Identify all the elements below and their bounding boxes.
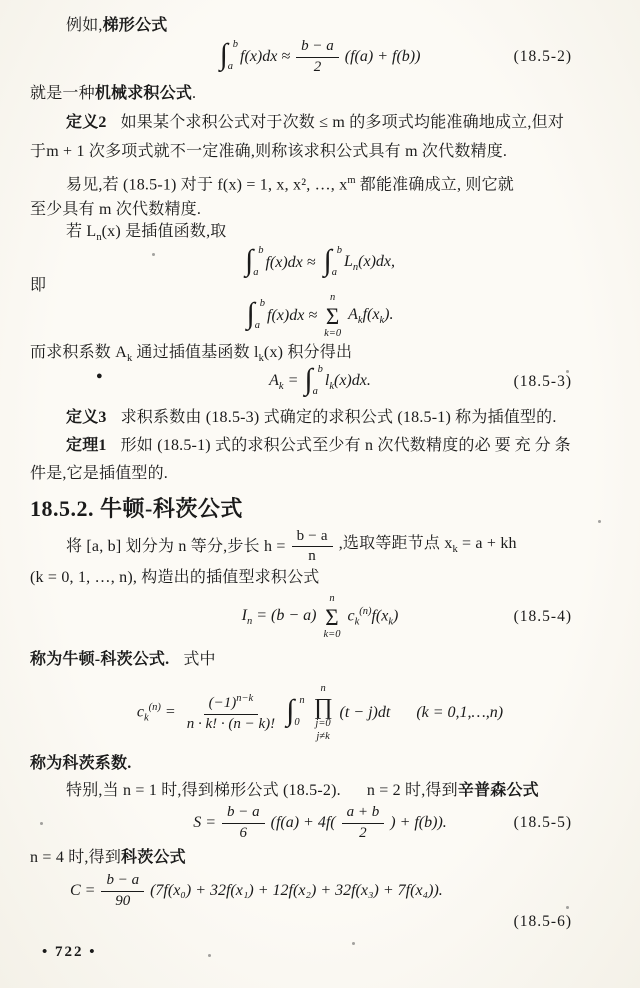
- summation: [323, 593, 340, 641]
- integral-limits: [331, 245, 342, 280]
- math-sub: k: [452, 543, 458, 555]
- math-text: [348, 306, 393, 326]
- integral-sign: ∫: [323, 244, 332, 277]
- math-sup: m: [347, 175, 356, 186]
- text: 而求积系数 A: [30, 344, 127, 361]
- upper-limit: b: [232, 39, 239, 50]
- math-sub: k: [354, 616, 360, 628]
- equation-number: (18.5-2): [513, 48, 572, 65]
- math-mid: f(x: [362, 305, 380, 323]
- section-heading-newton-cotes: [30, 492, 243, 523]
- numerator: [204, 693, 259, 714]
- equation-number: (18.5-5): [513, 814, 572, 831]
- math-base: (−1): [208, 695, 237, 712]
- lower-limit: 0: [294, 716, 300, 728]
- text: (x) 积分得出: [263, 344, 353, 361]
- emphasized-text: 必要充分条: [474, 437, 575, 454]
- equation-cotes-coefficient: [30, 676, 610, 750]
- equation-number-18-5-6: [514, 912, 572, 932]
- math-end: ).: [384, 305, 394, 323]
- equation-18-5-5: [30, 800, 610, 846]
- sum-lower-limit: k=0: [324, 327, 342, 339]
- scan-artifact-dot: [566, 906, 569, 909]
- paragraph-setup-line-2: [30, 568, 319, 588]
- fraction: [296, 38, 339, 76]
- text: 件是,它是插值型的.: [30, 465, 169, 482]
- integral-limits: [253, 245, 264, 280]
- paragraph-mechanical-quadrature: [30, 84, 196, 104]
- equation-18-5-4: [30, 592, 610, 642]
- term-cotes-coefficients: 称为科茨系数.: [30, 755, 132, 772]
- product: [314, 683, 333, 744]
- text: 特别,当 n = 1 时,得到梯形公式 (18.5-2).: [66, 782, 341, 799]
- math-text: (t − j)dt: [339, 704, 391, 721]
- text: 将 [a, b] 划分为 n 等分,步长 h =: [66, 537, 286, 555]
- math-text: (f(a) + 4f(: [270, 814, 336, 831]
- text: n = 4 时,得到: [30, 849, 122, 866]
- equation-quadrature-sum: [30, 292, 610, 340]
- paragraph-setup-line-1: [66, 528, 517, 566]
- numerator: b − a: [101, 872, 144, 891]
- math-mid: f(x: [371, 607, 389, 625]
- sum-upper-limit: n: [329, 592, 335, 604]
- text: 就是一种: [30, 85, 95, 102]
- math-sub: k: [357, 315, 363, 327]
- fraction: [342, 804, 385, 842]
- text: 通过插值基函数 l: [132, 344, 259, 361]
- integral-sign: ∫: [246, 297, 255, 330]
- math-condition: (k = 0,1,…,n): [416, 704, 504, 721]
- math-text: [325, 372, 371, 392]
- equation-18-5-6: [30, 868, 610, 914]
- text: (k = 0, 1, …, n), 构造出的插值型求积公式: [30, 569, 320, 586]
- scan-artifact-dot: [40, 822, 43, 825]
- product-upper-limit: n: [320, 682, 326, 694]
- paragraph-easy-to-see-line-1: [66, 171, 514, 195]
- math-sub: k: [379, 315, 385, 327]
- text: 至少具有 m 次代数精度.: [30, 201, 202, 218]
- theorem-1-line-1: [66, 436, 575, 456]
- integral-limits: [227, 39, 239, 74]
- math-sub: n: [352, 262, 359, 274]
- denominator: 2: [313, 58, 322, 75]
- sigma-symbol: Σ: [325, 303, 340, 329]
- math-end: ): [393, 607, 399, 625]
- math-rest: (x)dx,: [358, 252, 396, 270]
- text: ,选取等距节点 x: [338, 534, 453, 552]
- scan-artifact-bullet: ●: [96, 370, 103, 382]
- page-number: [42, 944, 97, 961]
- math-text: [137, 702, 176, 724]
- numerator: b − a: [292, 528, 333, 547]
- integral-limits: [254, 298, 266, 333]
- equation-number: (18.5-6): [513, 913, 572, 930]
- text: = a + kh: [457, 534, 517, 552]
- numerator: b − a: [222, 804, 265, 823]
- integral-sign: ∫: [219, 38, 228, 71]
- paragraph-easy-to-see-line-2: [30, 200, 201, 220]
- denominator: n: [308, 548, 316, 565]
- text: 易见,若 (18.5-1) 对于 f(x) = 1, x, x², …, x: [66, 176, 348, 194]
- math-sub: k: [258, 353, 264, 365]
- numerator: b − a: [296, 38, 339, 57]
- lower-limit: a: [312, 385, 318, 397]
- text: 于m + 1 次多项式就不一定准确,则称该求积公式具有 m 次代数精度.: [30, 143, 508, 160]
- paragraph-trapezoid-intro: [66, 16, 167, 36]
- math-sub: k: [126, 353, 133, 365]
- sum-lower-limit: k=0: [323, 628, 341, 640]
- math-sup: (n): [148, 702, 161, 714]
- text: [339, 534, 517, 560]
- math-base: c: [347, 607, 355, 625]
- math-sup: (n): [359, 606, 372, 618]
- text: .: [192, 85, 197, 102]
- math-eq: =: [160, 703, 176, 721]
- section-heading-text: 18.5.2. 牛顿-科茨公式: [30, 496, 243, 521]
- math-base: L: [344, 252, 353, 270]
- upper-limit: b: [259, 298, 266, 309]
- text: 即: [30, 277, 47, 294]
- theorem-1-line-2: [30, 464, 168, 484]
- integral-sign: ∫: [286, 694, 295, 727]
- product-lower-limit-2: j≠k: [316, 730, 330, 742]
- math-base: l: [324, 371, 330, 389]
- fraction: [101, 872, 144, 910]
- integral-limits: [294, 695, 305, 730]
- math-text: [242, 607, 317, 627]
- math-base: I: [241, 606, 247, 624]
- lower-limit: a: [331, 266, 337, 278]
- scan-artifact-dot: [566, 370, 569, 373]
- math-sub: n: [96, 232, 102, 244]
- paragraph-called-newton-cotes: [30, 650, 216, 670]
- math-base: A: [348, 305, 358, 323]
- upper-limit: b: [258, 245, 264, 256]
- math-rest: (x)dx.: [333, 371, 371, 389]
- fraction: [222, 804, 265, 842]
- term-trapezoid-formula: 梯形公式: [102, 17, 168, 34]
- definition-2-line-1: [66, 113, 564, 133]
- math-rest: = (b − a): [252, 606, 317, 624]
- lower-limit: a: [227, 60, 234, 72]
- integral-limits: [312, 364, 323, 399]
- math-sup: n−k: [236, 693, 254, 705]
- term-mechanical-quadrature: 机械求积公式: [94, 85, 193, 102]
- integral-sign: ∫: [304, 363, 313, 396]
- math-base: c: [136, 703, 144, 721]
- math-text: [269, 372, 298, 392]
- definition-3-label: 定义3: [66, 409, 107, 426]
- scan-artifact-dot: [152, 253, 155, 256]
- page-number-text: • 722 •: [42, 944, 97, 960]
- denominator: 2: [359, 824, 367, 841]
- lower-limit: a: [253, 266, 259, 278]
- upper-limit: b: [336, 245, 342, 256]
- text: 如果某个求积公式对于次数 ≤ m 的多项式均能准确地成立,但对: [120, 114, 565, 131]
- scan-artifact-dot: [208, 954, 211, 957]
- pi-symbol: ∏: [313, 694, 333, 720]
- lower-limit: a: [254, 319, 261, 331]
- scan-artifact-dot: [352, 942, 355, 945]
- numerator: a + b: [342, 804, 385, 823]
- text: 若 L: [66, 223, 97, 240]
- sum-upper-limit: n: [329, 291, 336, 303]
- math-text: f(x)dx ≈: [267, 307, 318, 324]
- sigma-symbol: Σ: [325, 604, 339, 630]
- integral-sign: ∫: [244, 244, 254, 277]
- denominator: 90: [115, 892, 131, 909]
- math-text: S =: [193, 814, 216, 831]
- math-sub: k: [278, 381, 284, 393]
- denominator: 6: [239, 824, 248, 841]
- equation-number: (18.5-3): [513, 373, 572, 390]
- math-text: ) + f(b)).: [390, 814, 447, 831]
- text: (x) 是插值函数,取: [101, 223, 227, 240]
- equation-18-5-2: [30, 34, 610, 80]
- upper-limit: n: [299, 695, 305, 706]
- math-sub: n: [246, 616, 253, 628]
- text: 式中: [183, 651, 216, 668]
- term-cotes-formula: 科茨公式: [121, 849, 186, 866]
- equation-interpolation: [30, 242, 610, 284]
- term-newton-cotes-formula: 称为牛顿-科茨公式.: [30, 651, 170, 668]
- term-simpson-formula: 辛普森公式: [457, 782, 539, 799]
- definition-3: [66, 408, 557, 428]
- math-base: A: [269, 371, 279, 389]
- text: 形如 (18.5-1) 式的求积公式至少有 n 次代数精度的: [120, 437, 475, 454]
- text: 都能准确成立, 则它就: [355, 176, 514, 194]
- text: 例如,: [66, 17, 103, 34]
- equation-18-5-3: [30, 360, 610, 404]
- paragraph-n4-cotes: [30, 848, 186, 868]
- paragraph-called-cotes-coefficients: [30, 754, 131, 774]
- fraction: [182, 693, 280, 733]
- math-eq: =: [283, 371, 299, 389]
- definition-2-label: 定义2: [66, 114, 107, 131]
- paragraph-special-cases: [66, 781, 539, 801]
- scan-artifact-dot: [598, 520, 601, 523]
- product-lower-limit-1: j=0: [315, 718, 331, 730]
- text: 求积系数由 (18.5-3) 式确定的求积公式 (18.5-1) 称为插值型的.: [120, 409, 557, 426]
- equation-number: (18.5-4): [513, 608, 572, 625]
- denominator: n · k! · (n − k)!: [186, 715, 276, 732]
- math-text: C =: [70, 882, 96, 899]
- math-text: (f(a) + f(b)): [344, 48, 421, 65]
- math-text: f(x)dx ≈: [240, 48, 291, 65]
- math-text: (7f(x₀) + 32f(x₁) + 12f(x₂) + 32f(x₃) + 7f(x₄)).: [150, 882, 443, 899]
- math-text: [344, 253, 395, 273]
- math-sub: k: [329, 381, 334, 393]
- text: n = 2 时,得到: [366, 782, 458, 799]
- summation: [324, 292, 341, 340]
- math-text: f(x)dx ≈: [265, 254, 316, 271]
- math-text: [347, 606, 398, 628]
- theorem-1-label: 定理1: [66, 437, 107, 454]
- fraction: [292, 528, 333, 566]
- upper-limit: b: [317, 364, 323, 375]
- math-sub: k: [388, 616, 394, 628]
- definition-2-line-2: [30, 142, 507, 162]
- math-sub: k: [143, 712, 149, 724]
